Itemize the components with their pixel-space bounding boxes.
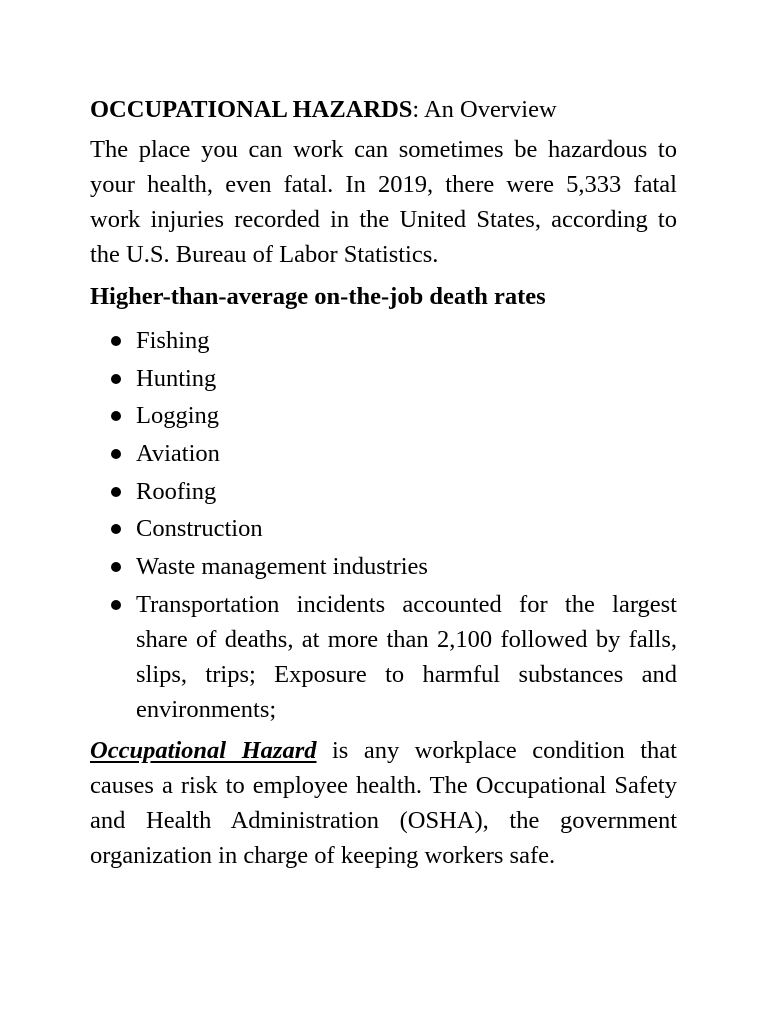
definition-term: Occupational Hazard bbox=[90, 736, 317, 764]
list-item-text: Hunting bbox=[136, 364, 217, 392]
intro-paragraph: The place you can work can sometimes be hazardous to your health, even fatal. In 2019, there were 5,333 fatal work injuries recorded in the United States, according to the U.S. Bureau of Labor Statistics. bbox=[90, 136, 677, 268]
list-item-text: Fishing bbox=[136, 327, 210, 354]
death-rate-list bbox=[90, 323, 677, 727]
list-item-text: Roofing bbox=[136, 477, 217, 505]
list-item-waste-management bbox=[90, 549, 677, 584]
list-item-roofing bbox=[90, 474, 677, 509]
list-item-text: Transportation incidents accounted for the largest share of deaths, at more than 2,100 followed by falls, slips, trips; Exposure to harmful substances and environments; bbox=[136, 590, 677, 723]
list-item-fishing bbox=[90, 323, 677, 358]
title-subtitle-part: : An Overview bbox=[412, 96, 557, 123]
bullet-icon bbox=[111, 336, 121, 346]
list-item-text: Waste management industries bbox=[136, 553, 428, 581]
list-item-logging bbox=[90, 398, 677, 433]
list-item-text: Construction bbox=[136, 515, 263, 543]
definition-text: is any workplace condition that causes a risk to employee health. The Occupational Safety and Health Administration (OSHA), the government organization in charge of keeping workers safe. bbox=[90, 736, 677, 869]
definition-paragraph bbox=[90, 733, 677, 873]
list-item-aviation bbox=[90, 436, 677, 471]
bullet-icon bbox=[111, 487, 121, 497]
bullet-icon bbox=[111, 411, 121, 421]
bullet-icon bbox=[111, 600, 121, 610]
bullet-icon bbox=[111, 562, 121, 572]
list-item-construction bbox=[90, 511, 677, 546]
list-item-hunting bbox=[90, 361, 677, 396]
list-item-text: Aviation bbox=[136, 440, 220, 468]
document-page bbox=[90, 92, 677, 880]
list-item-text: Logging bbox=[136, 402, 220, 430]
bullet-icon bbox=[111, 449, 121, 459]
document-title bbox=[90, 92, 677, 127]
title-bold-part: OCCUPATIONAL HAZARDS bbox=[90, 96, 413, 123]
bullet-icon bbox=[111, 524, 121, 534]
bullet-icon bbox=[111, 374, 121, 384]
section-heading: Higher-than-average on-the-job death rates bbox=[90, 283, 546, 310]
list-item-transportation bbox=[90, 587, 677, 727]
